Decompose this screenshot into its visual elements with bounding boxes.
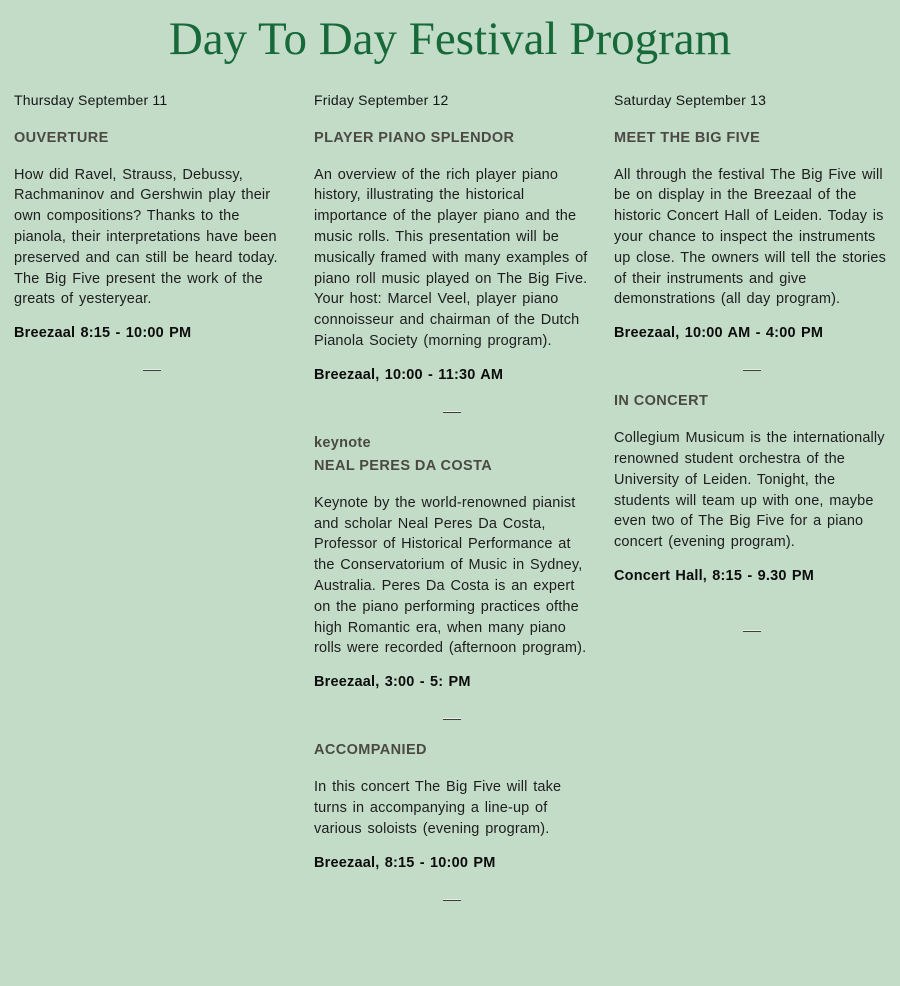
day-date: Thursday September 11 <box>14 91 168 108</box>
event-description: Keynote by the world-renowned pianist and scholar Neal Peres Da Costa, Professor of Historical Performance at the Conservatorium of Music in Sydney, Australia. Peres Da Costa is an expert on the piano performing practices ofthe high Romantic era, when many piano rolls were recorded (afternoon program). <box>314 494 587 657</box>
page-title: Day To Day Festival Program <box>168 13 732 65</box>
event-description: Collegium Musicum is the internationally renowned student orchestra of the University of Leiden. Tonight, the students will team up with one, maybe even two of The Big Five for a piano concert (evening program). <box>614 430 885 551</box>
event-title: PLAYER PIANO SPLENDOR <box>314 129 515 146</box>
event-time-location: Breezaal, 3:00 - 5: PM <box>314 674 471 691</box>
section-divider <box>443 411 461 413</box>
event-title: NEAL PERES DA COSTA <box>314 457 493 474</box>
section-divider <box>443 718 461 720</box>
event-time-location: Breezaal, 8:15 - 10:00 PM <box>314 854 496 871</box>
event-description: How did Ravel, Strauss, Debussy, Rachmaninov and Gershwin play their own compositions? Thanks to the pianola, their interpretations have been preserved and can still be heard today. The Big Five present the work of the greats of yesteryear. <box>14 166 278 308</box>
event-keynote-neal-peres-da-costa <box>314 435 590 720</box>
event-time-location: Breezaal, 10:00 - 11:30 AM <box>314 366 504 383</box>
event-description: All through the festival The Big Five will be on display in the Breezaal of the historic Concert Hall of Leiden. Today is your chance to inspect the instruments up close. The owners will tell the stories of their instruments and give demonstrations (all day program). <box>614 166 887 308</box>
section-divider <box>143 369 161 371</box>
section-divider <box>443 899 461 901</box>
event-time-location: Breezaal, 10:00 AM - 4:00 PM <box>614 325 824 342</box>
event-in-concert <box>614 393 890 632</box>
event-title: IN CONCERT <box>614 393 709 410</box>
event-description: An overview of the rich player piano history, illustrating the historical importance of the player piano and the music rolls. This presentation will be musically framed with many examples of piano roll music played on The Big Five. Your host: Marcel Veel, player piano connoisseur and chairman of the Dutch Pianola Society (morning program). <box>314 166 588 350</box>
day-column-saturday <box>614 92 890 901</box>
event-accompanied <box>314 742 590 900</box>
day-column-thursday <box>14 92 290 901</box>
event-time-location: Breezaal 8:15 - 10:00 PM <box>14 325 192 342</box>
event-time-location: Concert Hall, 8:15 - 9.30 PM <box>614 568 814 585</box>
day-date: Friday September 12 <box>314 91 449 108</box>
event-meet-the-big-five <box>614 130 890 372</box>
section-divider <box>743 369 761 371</box>
event-eyebrow: keynote <box>314 434 371 451</box>
event-ouverture <box>14 130 290 372</box>
event-description: In this concert The Big Five will take turns in accompanying a line-up of various soloists (evening program). <box>314 779 562 837</box>
event-title: OUVERTURE <box>14 129 109 146</box>
event-title: ACCOMPANIED <box>314 742 427 759</box>
event-player-piano-splendor <box>314 130 590 413</box>
event-title: MEET THE BIG FIVE <box>614 129 761 146</box>
section-divider <box>743 630 761 632</box>
program-columns <box>0 92 900 901</box>
day-date: Saturday September 13 <box>614 91 767 108</box>
day-column-friday <box>314 92 590 901</box>
